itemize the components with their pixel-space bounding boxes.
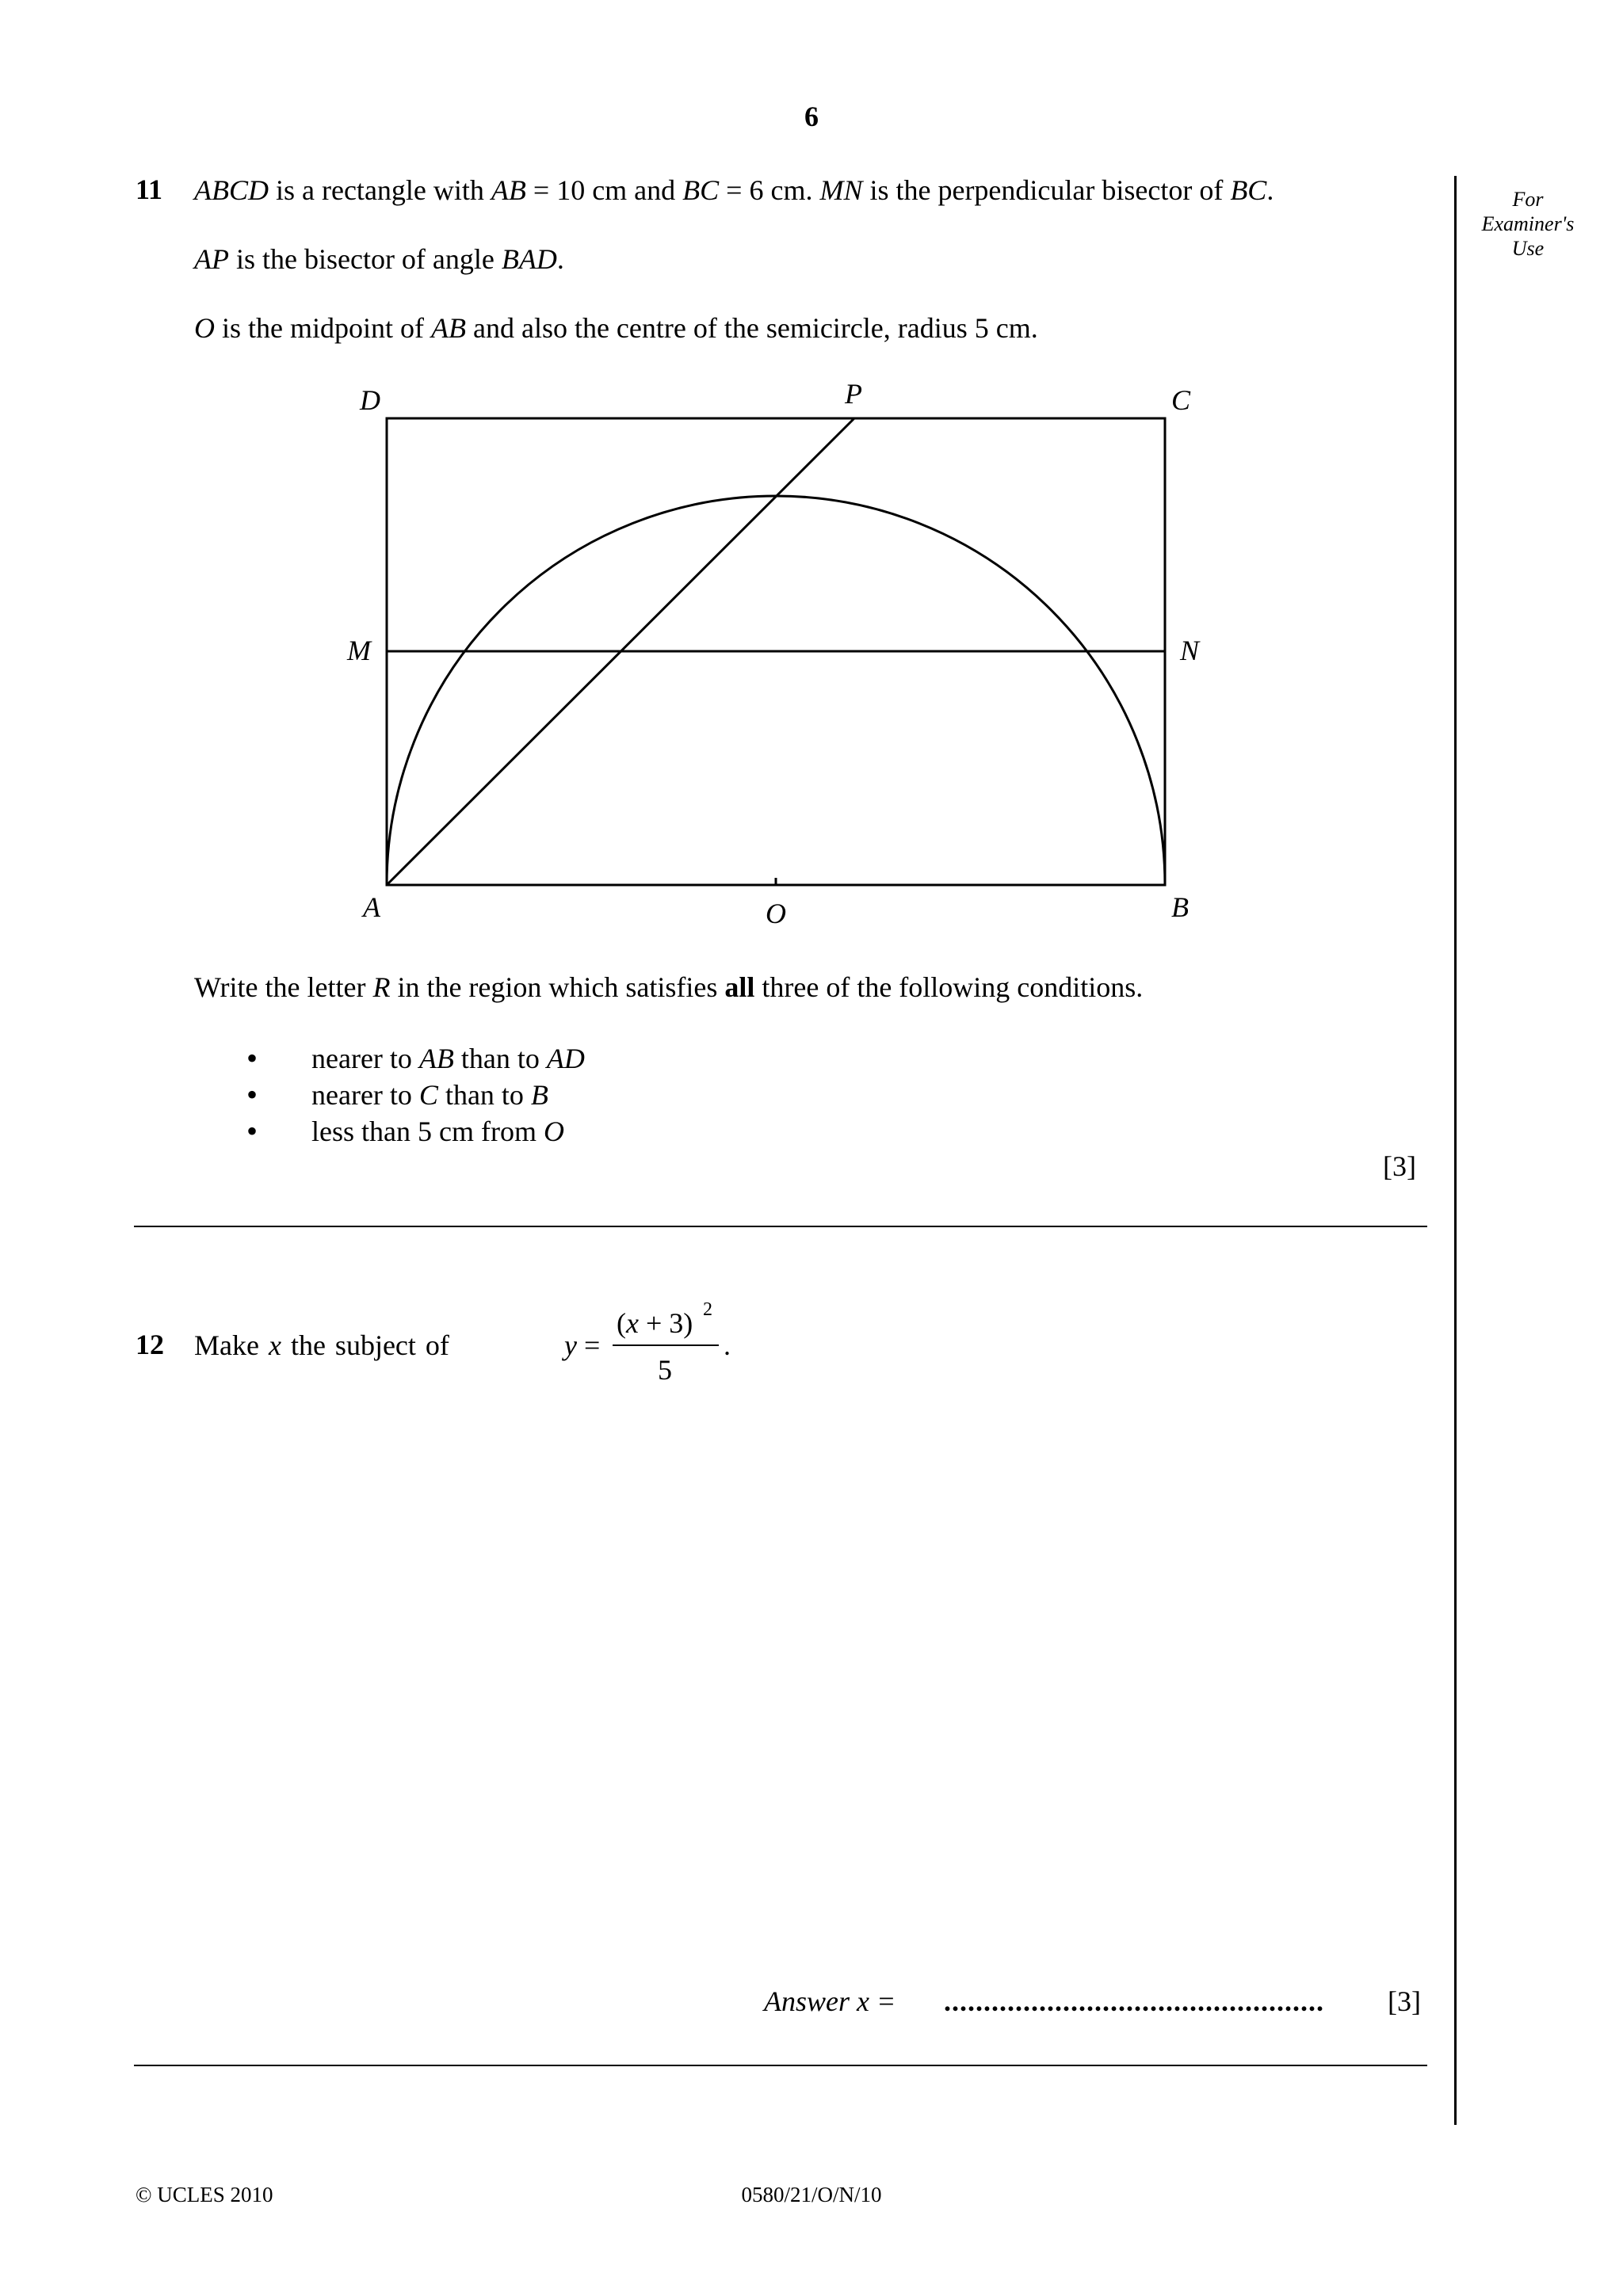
question-11-marks: [3] bbox=[1383, 1150, 1416, 1182]
q11-l1-t5: BC bbox=[682, 174, 720, 206]
question-11-instruction bbox=[194, 970, 1143, 1005]
bullet-icon: • bbox=[246, 1113, 258, 1149]
question-divider bbox=[134, 2065, 1427, 2066]
q11-l3-t3: AB bbox=[431, 312, 466, 344]
c2-t4: B bbox=[530, 1079, 548, 1111]
q11-l1-t1: ABCD bbox=[194, 174, 269, 206]
q11-l1-t10: . bbox=[1266, 174, 1274, 206]
equation-exponent: 2 bbox=[703, 1299, 712, 1320]
q11-l3-t1: O bbox=[194, 312, 215, 344]
condition-1 bbox=[311, 1041, 585, 1076]
q11-ins-t2: R bbox=[372, 971, 391, 1003]
q11-l3-t2: is the midpoint of bbox=[215, 312, 431, 344]
c1-t1: nearer to bbox=[311, 1043, 419, 1074]
c1-t3: than to bbox=[453, 1043, 547, 1074]
bullet-icon: • bbox=[246, 1040, 258, 1076]
footer-copyright: © UCLES 2010 bbox=[136, 2183, 273, 2206]
q11-ins-t4: all bbox=[724, 971, 755, 1003]
equation-denominator: 5 bbox=[658, 1354, 672, 1386]
q11-ins-t5: three of the following conditions. bbox=[754, 971, 1144, 1003]
label-p: P bbox=[845, 378, 862, 410]
answer-line[interactable]: ................................................ bbox=[944, 1985, 1324, 2017]
question-11-number: 11 bbox=[136, 174, 163, 205]
eq-num-open: ( bbox=[617, 1307, 626, 1339]
q11-ins-t1: Write the letter bbox=[194, 971, 373, 1003]
equation bbox=[564, 1328, 600, 1363]
c2-t2: C bbox=[418, 1079, 438, 1111]
q11-l1-t4: = 10 cm and bbox=[525, 174, 683, 206]
question-12-number: 12 bbox=[136, 1329, 164, 1360]
examiner-note-line1: For bbox=[1512, 188, 1544, 211]
c3-t1: less than 5 cm from bbox=[311, 1116, 544, 1147]
bullet-icon: • bbox=[246, 1077, 258, 1112]
equation-numerator bbox=[617, 1306, 693, 1341]
rectangle-semicircle-diagram bbox=[0, 0, 1623, 951]
q11-l2-t4: . bbox=[556, 243, 564, 275]
question-12-marks: [3] bbox=[1388, 1985, 1421, 2017]
q11-l2-t3: BAD bbox=[501, 243, 557, 275]
label-o: O bbox=[766, 898, 786, 929]
c2-t1: nearer to bbox=[311, 1079, 419, 1111]
answer-label: Answer x = bbox=[764, 1985, 896, 2017]
eq-num-rest: + 3) bbox=[638, 1307, 693, 1339]
q12-t3: the subject of bbox=[281, 1329, 449, 1361]
semicircle bbox=[387, 496, 1165, 885]
c2-t3: than to bbox=[437, 1079, 531, 1111]
examiner-note-line2: Examiner's bbox=[1481, 212, 1575, 235]
c1-t4: AD bbox=[546, 1043, 585, 1074]
eq-equals: = bbox=[583, 1329, 601, 1361]
q11-l1-t8: is the perpendicular bisector of bbox=[862, 174, 1231, 206]
q11-l1-t2: is a rectangle with bbox=[269, 174, 491, 206]
q11-l1-t9: BC bbox=[1230, 174, 1267, 206]
condition-3 bbox=[311, 1114, 564, 1149]
label-m: M bbox=[347, 635, 371, 666]
q11-l2-t1: AP bbox=[194, 243, 229, 275]
footer-paper-code: 0580/21/O/N/10 bbox=[741, 2183, 882, 2206]
question-12-text bbox=[194, 1328, 449, 1363]
q11-l1-t3: AB bbox=[491, 174, 526, 206]
eq-lhs: y bbox=[564, 1329, 577, 1361]
label-a: A bbox=[363, 891, 380, 923]
condition-2 bbox=[311, 1077, 548, 1112]
q11-ins-t3: in the region which satisfies bbox=[390, 971, 725, 1003]
label-d: D bbox=[360, 384, 380, 416]
label-b: B bbox=[1171, 891, 1189, 923]
q12-t1: Make bbox=[194, 1329, 269, 1361]
q11-l3-t4: and also the centre of the semicircle, radius 5 cm. bbox=[465, 312, 1038, 344]
q11-l1-t6: = 6 cm. bbox=[719, 174, 820, 206]
equation-end: . bbox=[724, 1329, 731, 1361]
page-number: 6 bbox=[804, 101, 819, 132]
c1-t2: AB bbox=[418, 1043, 454, 1074]
question-divider bbox=[134, 1226, 1427, 1227]
q11-l2-t2: is the bisector of angle bbox=[228, 243, 502, 275]
c3-t2: O bbox=[543, 1116, 564, 1147]
q12-t2: x bbox=[268, 1329, 281, 1361]
eq-num-x: x bbox=[626, 1307, 639, 1339]
fraction-bar bbox=[613, 1344, 719, 1346]
label-n: N bbox=[1180, 635, 1200, 666]
q11-l1-t7: MN bbox=[819, 174, 863, 206]
examiner-note-line3: Use bbox=[1511, 237, 1545, 260]
label-c: C bbox=[1171, 384, 1191, 416]
